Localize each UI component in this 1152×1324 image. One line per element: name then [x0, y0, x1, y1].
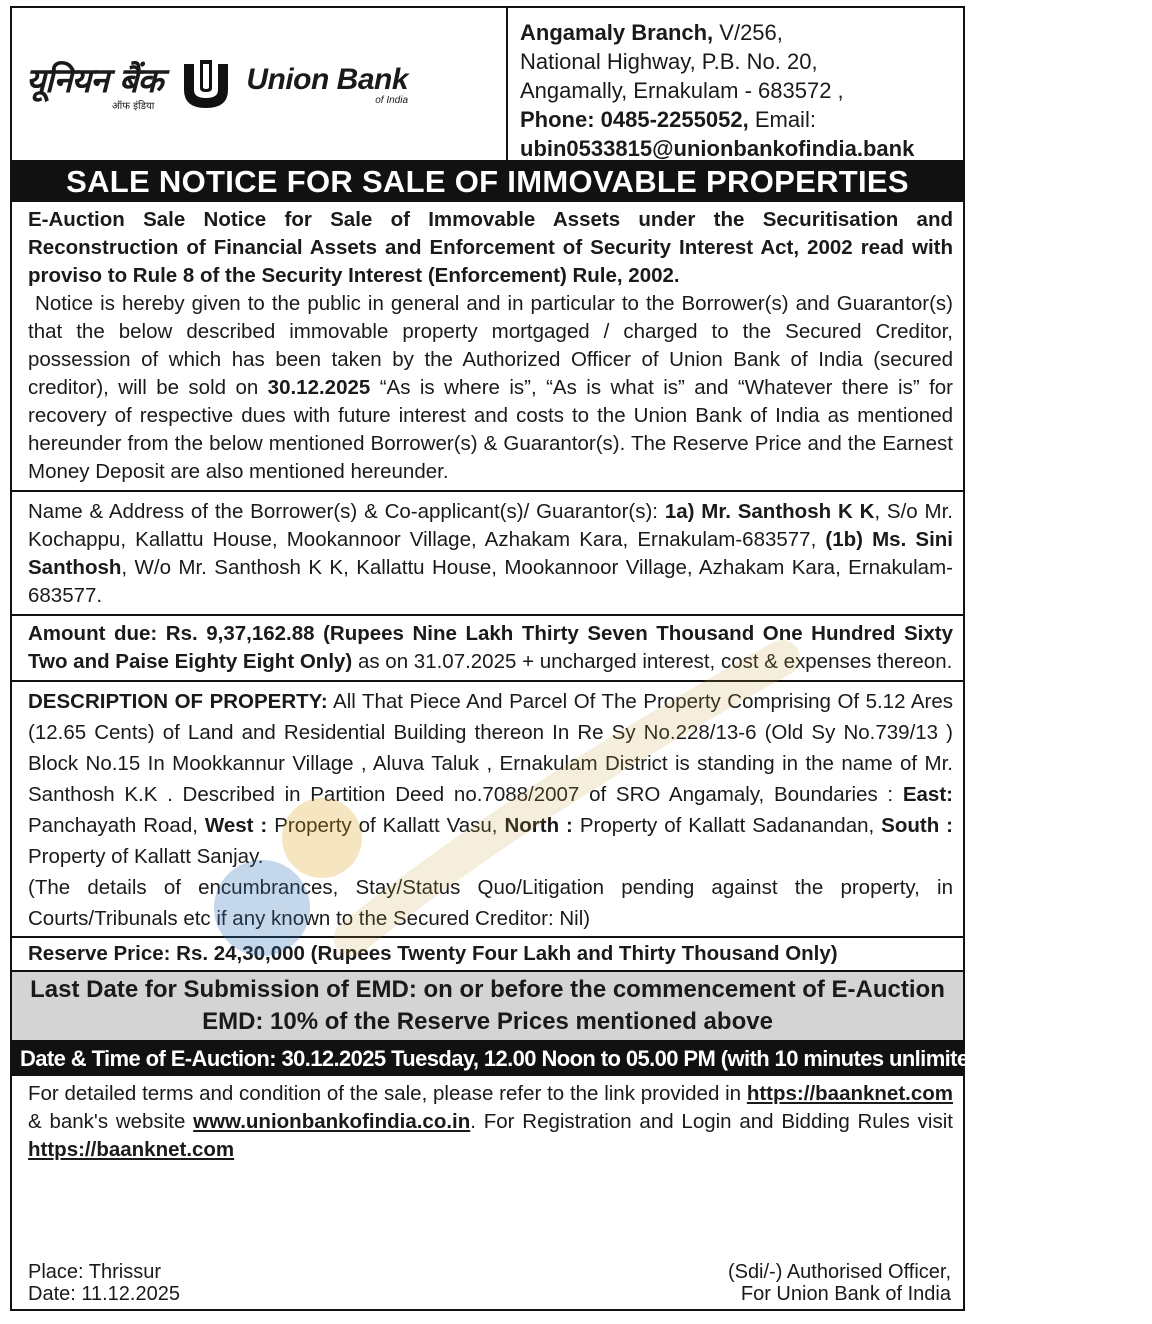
emd-percentage: EMD: 10% of the Reserve Prices mentioned above — [202, 1008, 773, 1035]
intro-section — [12, 202, 963, 492]
boundary-north: Property of Kallatt Sadanandan, — [572, 814, 882, 837]
intro-body-part1: Notice is hereby given to the public in general and in particular to the Borrower(s) and Guarantor(s) that the below described immovable property mortgaged / charged to the Secured Creditor, possession of which has been taken by the Authorized Officer of Union Bank of India (secured creditor), will be sold on — [28, 292, 954, 399]
signature-line1: (Sdi/-) Authorised Officer, — [727, 1261, 951, 1283]
borrower-1-name: 1a) Mr. Santhosh K K — [664, 500, 875, 523]
borrower-2-name: (1b) Ms. Sini Santhosh — [28, 528, 953, 579]
property-description — [28, 686, 953, 872]
baanknet-link[interactable]: https://baanknet.com — [746, 1082, 953, 1105]
property-section — [12, 682, 963, 938]
baanknet-registration-link[interactable]: https://baanknet.com — [28, 1138, 235, 1161]
amount-due-rest: as on 31.07.2025 + uncharged interest, cost & expenses thereon. — [352, 650, 953, 673]
bank-name-hindi: यूनियन बैंक — [26, 61, 163, 101]
notice-footer — [28, 1261, 951, 1305]
sale-date: 30.12.2025 — [267, 376, 371, 399]
encumbrance-note: (The details of encumbrances, Stay/Status Quo/Litigation pending against the property, in Courts/Tribunals etc if any known to the Secured Creditor: Nil) — [28, 876, 953, 930]
branch-line2: National Highway, P.B. No. 20, — [520, 49, 818, 74]
auction-datetime: Date & Time of E-Auction: 30.12.2025 Tuesday, 12.00 Noon to 05.00 PM (with 10 minutes unlimited auto extensions) — [12, 1042, 963, 1076]
branch-line3: Angamally, Ernakulam - 683572 , — [520, 78, 844, 103]
terms-text-1: For detailed terms and condition of the sale, please refer to the link provided in — [28, 1082, 747, 1105]
logo-hindi-block — [26, 56, 162, 112]
branch-name: Angamaly Branch, — [520, 20, 714, 45]
notice-header — [12, 8, 963, 162]
bank-name-english: Union Bank — [246, 62, 409, 96]
boundary-west: Property of Kallatt Vasu, — [267, 814, 505, 837]
emd-box — [12, 972, 963, 1042]
boundary-south-label: South : — [881, 814, 953, 837]
logo-english-block — [246, 63, 408, 106]
property-label: DESCRIPTION OF PROPERTY: — [28, 690, 328, 713]
terms-section — [12, 1076, 963, 1164]
notice-title: SALE NOTICE FOR SALE OF IMMOVABLE PROPERTIES — [12, 162, 963, 202]
branch-address — [508, 8, 963, 160]
signature-block — [728, 1261, 951, 1305]
date: Date: 11.12.2025 — [28, 1283, 180, 1305]
bank-logo — [12, 8, 508, 160]
place: Place: Thrissur — [28, 1261, 162, 1283]
boundary-east: Panchayath Road, — [28, 814, 205, 837]
borrower-1-address: , S/o Mr. Kochappu, Kallattu House, Mookannoor Village, Azhakam Kara, Ernakulam-683577, — [28, 500, 953, 551]
terms-text-3: . For Registration and Login and Bidding Rules visit — [470, 1110, 953, 1133]
branch-line1: V/256, — [713, 20, 783, 45]
branch-email: ubin0533815@unionbankofindia.bank — [520, 136, 915, 161]
intro-body-part2: “As is where is”, “As is what is” and “Whatever there is” for recovery of respective dues with future interest and costs to the Union Bank of India as mentioned hereunder from the below mentioned Borrower(s) & Guarantor(s). The Reserve Price and the Earnest Money Deposit are also mentioned hereunder. — [28, 376, 953, 483]
borrower-section — [12, 492, 963, 616]
branch-email-label: Email: — [748, 107, 816, 132]
boundary-south: Property of Kallatt Sanjay. — [28, 845, 264, 868]
intro-lead: E-Auction Sale Notice for Sale of Immovable Assets under the Securitisation and Reconstruction of Financial Assets and Enforcement of Security Interest Act, 2002 read with proviso to Rule 8 of the Security Interest (Enforcement) Rule, 2002. — [28, 208, 953, 287]
bank-tag-hindi: ऑफ इंडिया — [112, 101, 155, 112]
signature-line2: For Union Bank of India — [740, 1283, 951, 1305]
property-text: All That Piece And Parcel Of The Property Comprising Of 5.12 Ares (12.65 Cents) of Land and Residential Building thereon In Re Sy No.228/13-6 (Old Sy No.739/13 ) Block No.15 In Mookkannur Village , Aluva Taluk , Ernakulam District is standing in the name of Mr. Santhosh K.K . Described in Partition Deed no.7088/2007 of SRO Angamaly, Boundaries : — [28, 690, 954, 806]
boundary-north-label: North : — [504, 814, 573, 837]
place-date — [28, 1261, 180, 1305]
reserve-price: Reserve Price: Rs. 24,30,000 (Rupees Twenty Four Lakh and Thirty Thousand Only) — [12, 938, 963, 972]
bank-website-link[interactable]: www.unionbankofindia.co.in — [193, 1110, 471, 1133]
branch-phone: Phone: 0485-2255052, — [520, 107, 749, 132]
intro-body — [28, 290, 953, 486]
emd-last-date: Last Date for Submission of EMD: on or before the commencement of E-Auction — [30, 976, 945, 1003]
borrower-label: Name & Address of the Borrower(s) & Co-applicant(s)/ Guarantor(s): — [28, 500, 665, 523]
amount-due: Amount due: Rs. 9,37,162.88 (Rupees Nine Lakh Thirty Seven Thousand One Hundred Sixty Two and Paise Eighty Eight Only) — [28, 622, 953, 673]
boundary-west-label: West : — [204, 814, 268, 837]
terms-text-2: & bank's website — [28, 1110, 194, 1133]
bank-tag-english: of India — [375, 94, 409, 106]
boundary-east-label: East: — [902, 783, 953, 806]
sale-notice — [10, 6, 1152, 1311]
union-bank-logo-icon — [176, 54, 236, 114]
borrower-2-address: , W/o Mr. Santhosh K K, Kallattu House, Mookannoor Village, Azhakam Kara, Ernakulam-683577. — [28, 556, 953, 607]
amount-section — [12, 616, 963, 682]
